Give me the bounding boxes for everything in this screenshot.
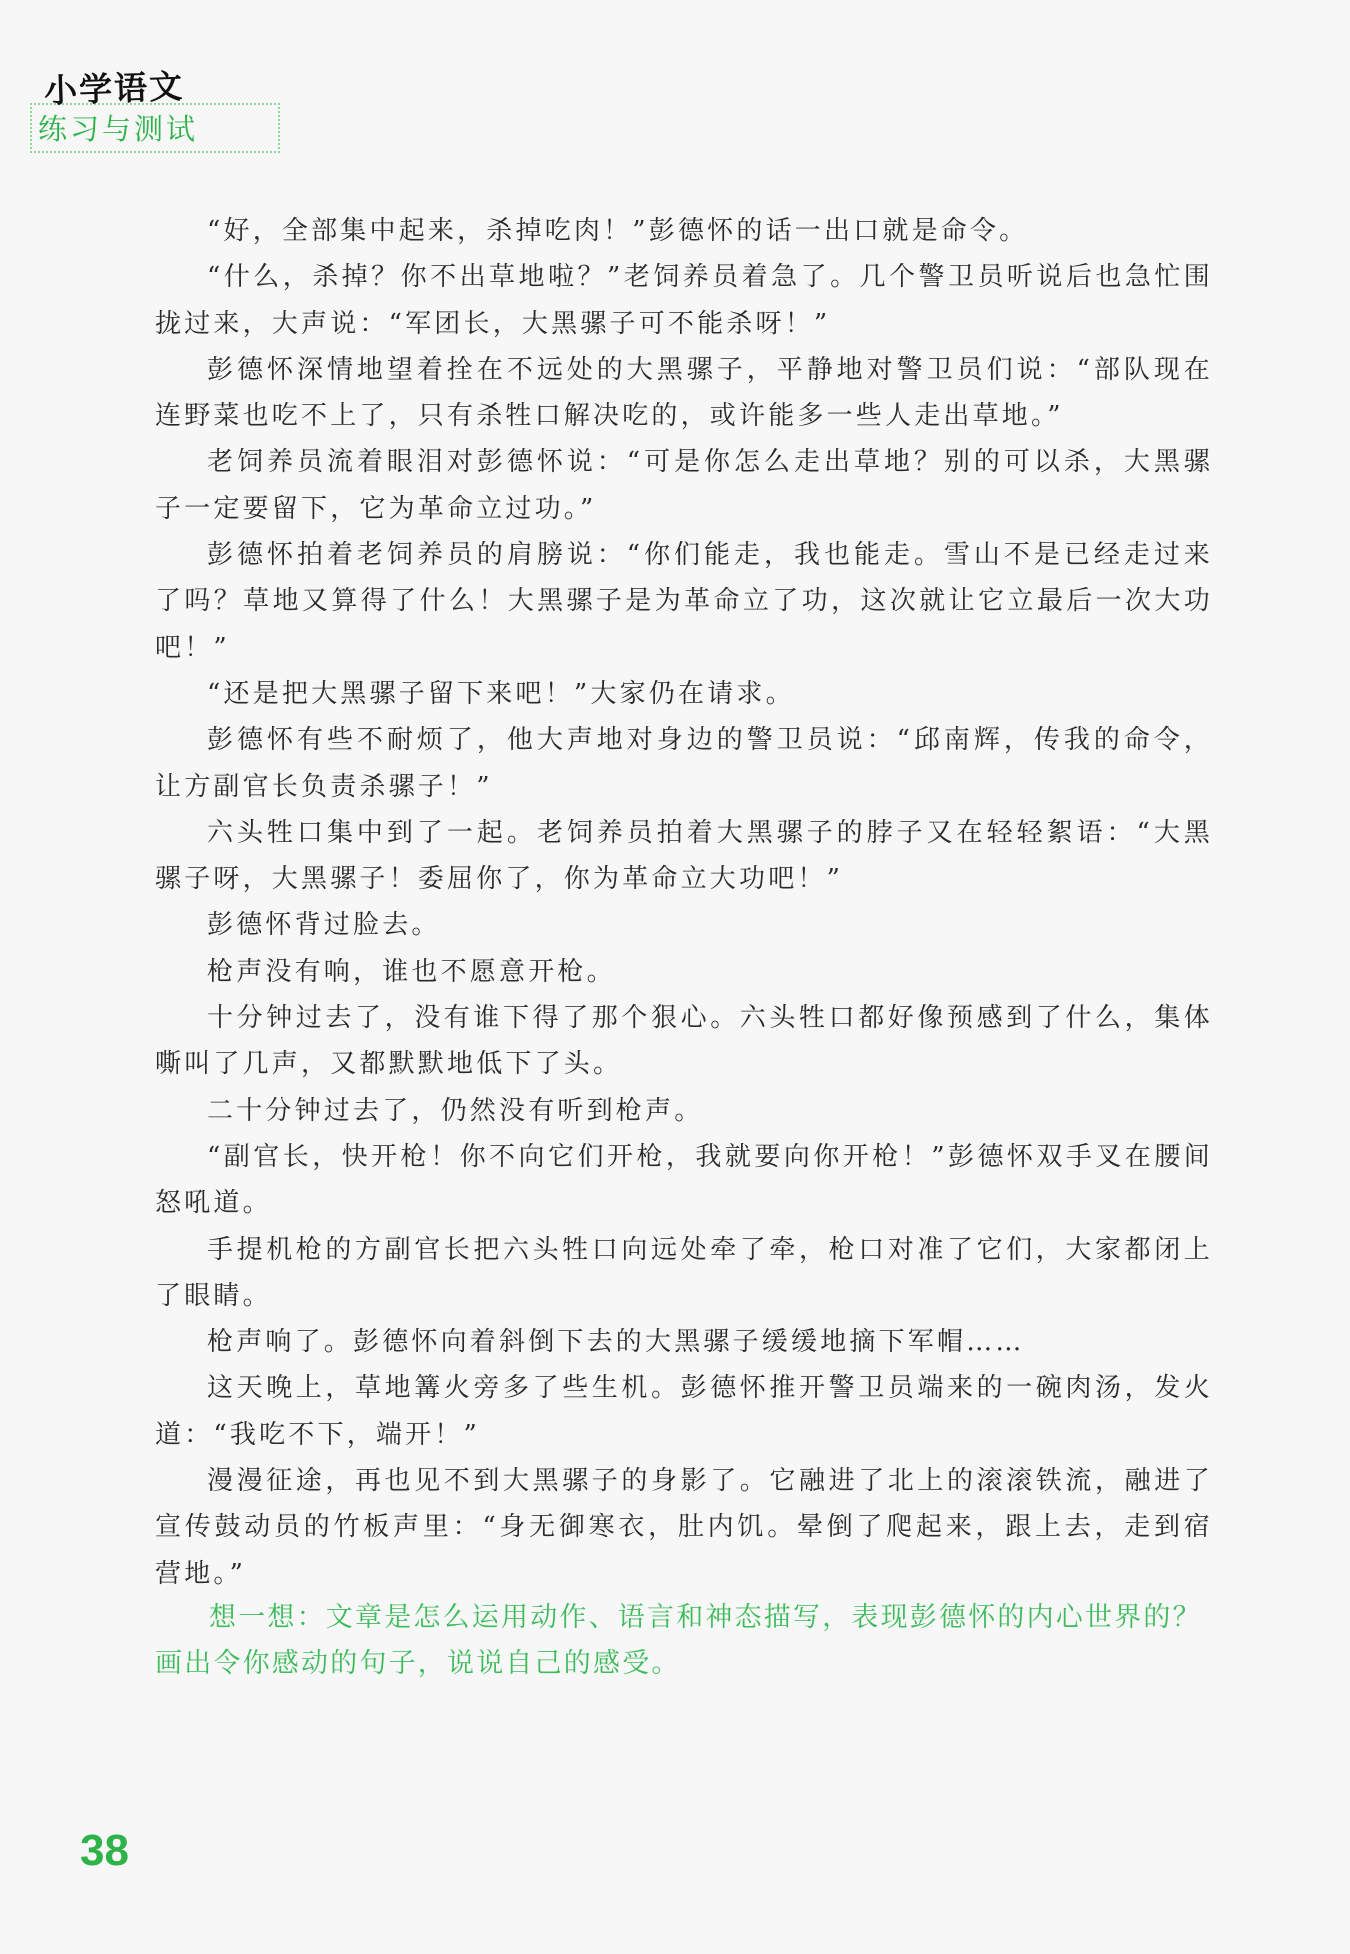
- paragraph: “副官长，快开枪！你不向它们开枪，我就要向你开枪！”彭德怀双手叉在腰间怒吼道。: [155, 1141, 1213, 1219]
- book-title: 小学语文: [43, 66, 185, 111]
- paragraph: 枪声响了。彭德怀向着斜倒下去的大黑骡子缓缓地摘下军帽……: [207, 1327, 1025, 1358]
- page-number: 38: [80, 1826, 129, 1875]
- paragraph: 彭德怀背过脸去。: [207, 910, 441, 941]
- paragraph: 手提机枪的方副官长把六头牲口向远处牵了牵，枪口对准了它们，大家都闭上了眼睛。: [155, 1234, 1213, 1311]
- book-subtitle: 练习与测试: [38, 112, 199, 146]
- paragraph: “还是把大黑骡子留下来吧！”大家仍在请求。: [207, 678, 795, 709]
- paragraph: 这天晚上，草地篝火旁多了些生机。彭德怀推开警卫员端来的一碗肉汤，发火道：“我吃不下，端开！”: [155, 1373, 1213, 1450]
- book-header: [30, 55, 280, 155]
- think-prompt: 想一想：文章是怎么运用动作、语言和神态描写，表现彭德怀的内心世界的？画出令你感动的句子，说说自己的感受。: [155, 1602, 1202, 1679]
- paragraph: 彭德怀拍着老饲养员的肩膀说：“你们能走，我也能走。雪山不是已经走过来了吗？草地又算得了什么！大黑骡子是为革命立了功，这次就让它立最后一次大功吧！”: [155, 540, 1213, 663]
- paragraph: 漫漫征途，再也见不到大黑骡子的身影了。它融进了北上的滚滚铁流，融进了宣传鼓动员的竹板声里：“身无御寒衣，肚内饥。晕倒了爬起来，跟上去，走到宿营地。”: [155, 1466, 1213, 1589]
- story-text: [155, 208, 1213, 1597]
- paragraph: 彭德怀有些不耐烦了，他大声地对身边的警卫员说：“邱南辉，传我的命令，让方副官长负责杀骡子！”: [155, 725, 1213, 802]
- paragraph: 六头牲口集中到了一起。老饲养员拍着大黑骡子的脖子又在轻轻絮语：“大黑骡子呀，大黑骡子！委屈你了，你为革命立大功吧！”: [155, 817, 1213, 895]
- paragraph: “什么，杀掉？你不出草地啦？”老饲养员着急了。几个警卫员听说后也急忙围拢过来，大声说：“军团长，大黑骡子可不能杀呀！”: [155, 262, 1213, 339]
- paragraph: “好，全部集中起来，杀掉吃肉！”彭德怀的话一出口就是命令。: [207, 216, 1029, 246]
- paragraph: 十分钟过去了，没有谁下得了那个狠心。六头牲口都好像预感到了什么，集体嘶叫了几声，又都默默地低下了头。: [155, 1003, 1213, 1080]
- paragraph: 二十分钟过去了，仍然没有听到枪声。: [207, 1095, 704, 1126]
- paragraph: 枪声没有响，谁也不愿意开枪。: [207, 956, 616, 987]
- paragraph: 老饲养员流着眼泪对彭德怀说：“可是你怎么走出草地？别的可以杀，大黑骡子一定要留下，它为革命立过功。”: [155, 447, 1213, 524]
- paragraph: 彭德怀深情地望着拴在不远处的大黑骡子，平静地对警卫员们说：“部队现在连野菜也吃不上了，只有杀牲口解决吃的，或许能多一些人走出草地。”: [155, 354, 1213, 432]
